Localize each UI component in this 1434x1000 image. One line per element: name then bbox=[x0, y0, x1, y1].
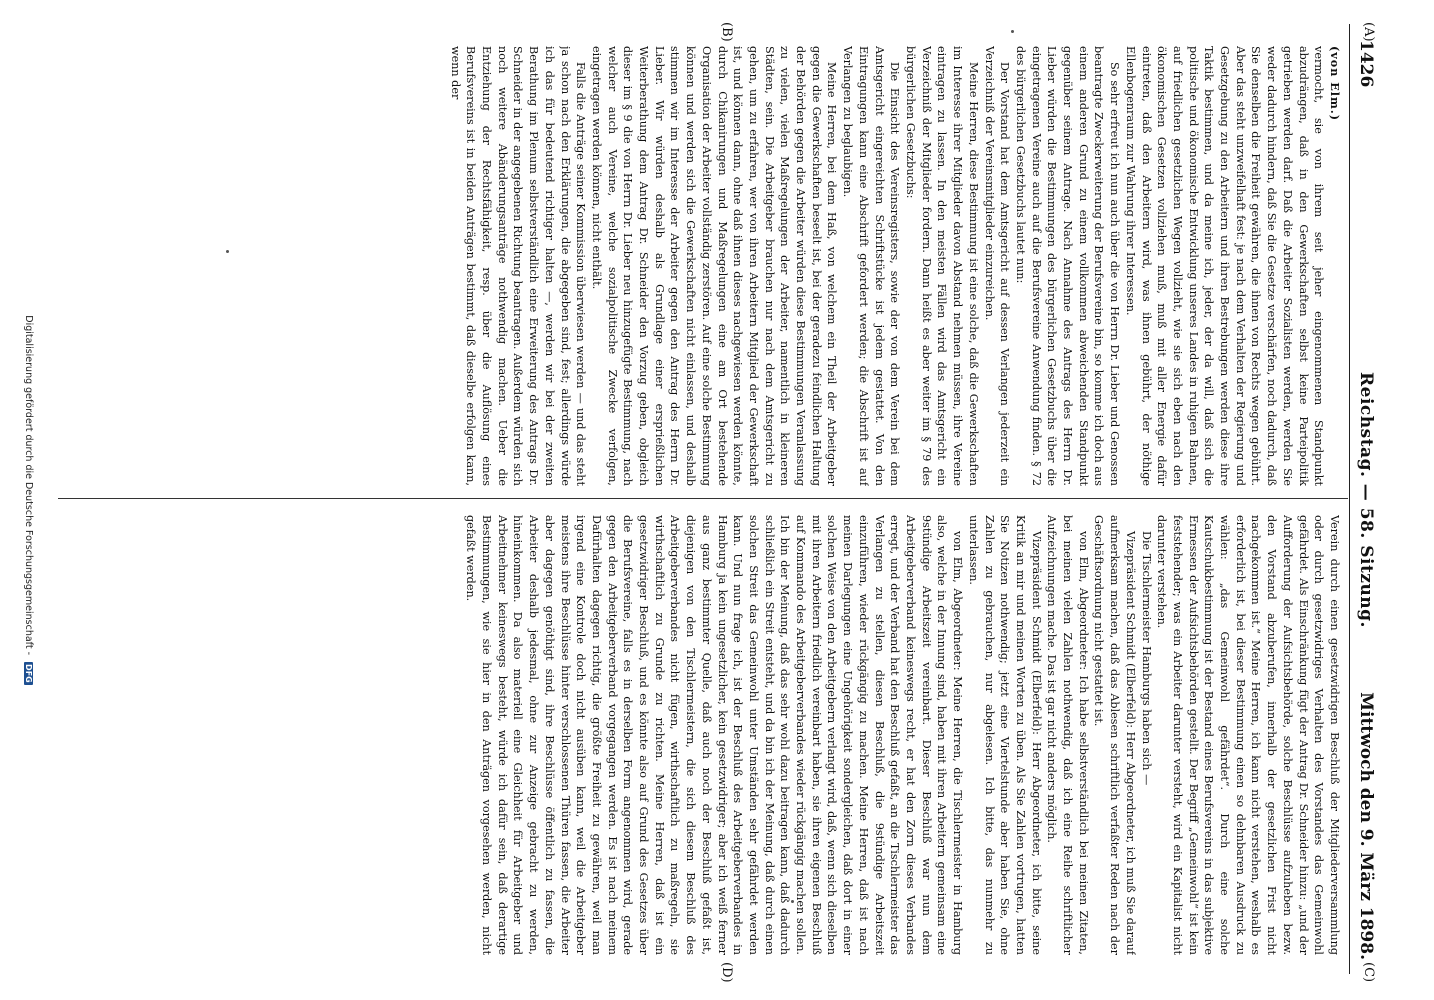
paragraph: vermocht, sie von ihrem seit jeher eingenommenen Standpunkt abzudrängen, daß in den Gewerkschaften selbst keine Parteipolitik getrieben werden darf. Daß die Arbeiter Sozialisten werden, werden Sie weder dadurch hindern, daß Sie die Gesetze verschärfen, noch dadurch, daß Sie denselben die Freiheit gewähren, die ihnen von Rechts wegen gebührt. Aber das steht unzweifelhaft fest: je nach dem Verhalten der Regierung und Gesetzgebung zu den Arbeitern und ihren Bestrebungen werden diese ihre Taktik bestimmen, und da meine ich, jeder, der da will, daß sich die politische und ökonomische Entwicklung unseres Landes in ruhigen Bahnen, auf friedlichen gesetzlichen Wegen vollzieht, wie sie sich eben nach den ökonomischen Gesetzen vollziehen muß, muß mit aller Energie dafür eintreten, daß den Arbeitern wird, was ihnen gebührt, der nöthige Ellenbogenraum zur Wahrung ihrer Interessen. bbox=[1123, 46, 1326, 486]
paragraph: Die Tischlermeister Hamburgs haben sich — bbox=[1139, 531, 1153, 786]
paragraph: Falls die Anträge seiner Kommission überwiesen werden — und das steht ja schon nach den Erklärungen, die abgegeben sind, fest; allerdings würde ich das für bedeutend richtiger halten —, werden wir bei der zweiten Berathung im Plenum selbstverständlich eine Erweiterung des Antrags Dr. Schneider in der angegebenen Richtung beantragen. Außerdem würden sich noch weitere Abänderungsanträge nothwendig machen. Ueber die Entziehung der Rechtsfähigkeit, resp. über die Auflösung eines Berufsvereins ist in beiden Anträgen bestimmt, daß dieselbe erfolgen kann, wenn der bbox=[448, 46, 588, 486]
right-column bbox=[52, 515, 1342, 955]
quoted-paragraph: Die Einsicht des Vereinsregisters, sowie der von dem Verein bei dem Amtsgericht eingereichten Schriftstücke ist jedem gestattet. Von den Eintragungen kann eine Abschrift gefordert werden; die Abschrift ist auf Verlangen zu beglaubigen. bbox=[841, 46, 902, 486]
scan-speck bbox=[226, 250, 229, 253]
session-date: Mittwoch den 9. März 1898. bbox=[1356, 692, 1376, 960]
margin-letter-a: (A) bbox=[1361, 22, 1376, 42]
paragraph: Verein durch einen gesetzwidrigen Beschluß der Mitgliederversammlung oder durch gesetzwidriges Verhalten des Vorstandes das Gemeinwohl gefährdet. Als Einschränkung fügt der Antrag Dr. Schneider hinzu: „und der Aufforderung der Aufsichtsbehörde, solche Beschlüsse aufzuheben bezw. den Vorstand abzuberufen, innerhalb der gesetzlichen Frist nicht nachgekommen ist.“ Meine Herren, ich kann nicht verstehen, weshalb es erforderlich ist, bei dieser Bestimmung einen so dehnbaren Ausdruck zu wählen: „das Gemeinwohl gefährdet“. Durch eine solche Kautschukbestimmung ist der Bestand eines Berufsvereins in das subjektive Ermessen der Aufsichtsbehörden gestellt. Der Begriff „Gemeinwohl“ ist kein feststehender; was ein Arbeiter darunter versteht, wird ein Kapitalist nicht darunter verstehen. bbox=[1155, 515, 1341, 955]
scan-speck bbox=[791, 900, 794, 903]
digitization-credit bbox=[23, 0, 34, 1000]
quoted-paragraph: Der Vorstand hat dem Amtsgericht auf dessen Verlangen jederzeit ein Verzeichniß der Vereinsmitglieder einzureichen. bbox=[982, 46, 1012, 486]
header-rule bbox=[1349, 24, 1350, 974]
margin-letter-b: (B) bbox=[719, 22, 734, 42]
paragraph: Meine Herren, diese Bestimmung ist eine solche, daß die Gewerkschaften im Interesse ihrer Mitglieder davon Abstand nehmen müssen, ihre Vereine eintragen zu lassen. In den meisten Fällen wird das Amtsgericht ein Verzeichniß der Mitglieder fordern. Dann heißt es aber weiter im § 79 des bürgerlichen Gesetzbuchs: bbox=[904, 46, 980, 486]
left-column bbox=[52, 46, 1342, 486]
margin-letter-d: (D) bbox=[719, 962, 734, 983]
speaker-remark: von Elm, Abgeordneter: Ich habe selbstverständlich bei meinen Zitaten, bei meinen vielen Zahlen nothwendig, daß ich eine Reihe schriftlicher Aufzeichnungen mache. Das ist gar nicht anders möglich. bbox=[1045, 515, 1090, 955]
dfg-logo: DFG bbox=[24, 664, 33, 683]
page-header bbox=[1352, 40, 1378, 960]
credit-text: Digitalisierung gefördert durch die Deutsche Forschungsgemeinschaft - bbox=[23, 315, 34, 656]
president-remark: Vizepräsident Schmidt (Elberfeld): Herr Abgeordneter, ich muß Sie darauf aufmerksam machen, daß das Ablesen schriftlich verfaßter Reden nach der Geschäftsordnung nicht gestattet ist. bbox=[1092, 515, 1137, 955]
column-divider bbox=[58, 498, 1348, 499]
margin-letter-c: (C) bbox=[1361, 962, 1376, 983]
paragraph: So sehr erfreut ich nun auch über die von Herrn Dr. Lieber und Genossen beantragte Zweckerweiterung der Berufsvereine bin, so komme ich doch aus einem anderen Grund zu einem vollkommen abweichenden Standpunkt gegenüber seinem Antrage. Nach Annahme des Antrags des Herrn Dr. Lieber würden die Bestimmungen des bürgerlichen Gesetzbuchs über die eingetragenen Vereine auch auf die Berufsvereine Anwendung finden. § 72 des bürgerlichen Gesetzbuchs lautet nun: bbox=[1013, 46, 1122, 486]
page-number: 1426 bbox=[1356, 40, 1376, 88]
speaker-label: (von Elm.) bbox=[1328, 46, 1342, 122]
speaker-remark: von Elm, Abgeordneter: Meine Herren, die Tischlermeister in Hamburg also, welche in der Innung sind, haben mit ihren Arbeitern gemeinsam eine 9stündige Arbeitszeit vereinbart. Dieser Beschluß war nun dem Arbeitgeberverband keineswegs recht, er hat den Zorn dieses Verbandes erregt, und der Verband hat den Beschluß gefaßt, an die Tischlermeister das Verlangen zu stellen, diesen Beschluß, die 9stündige Arbeitszeit einzuführen, wieder rückgängig zu machen. Meine Herren, daß ist nach meinen Darlegungen eine Ungehörigkeit sondergleichen, daß dort in einer solchen Weise von den Arbeitgebern verlangt wird, daß, wenn sich dieselben mit ihren Arbeitern friedlich vereinbart haben, sie ihren eigenen Beschluß auf Kommando des Arbeitgeberverbandes wieder rückgängig machen sollen. Ich bin der Meinung, daß das sehr wohl dazu beitragen kann, daß dadurch schließlich ein Streit entsteht, und da bin ich der Meinung, daß durch einen solchen Streit das Gemeinwohl unter Umständen sehr gefährdet werden kann. Und nun frage ich, ist der Beschluß des Arbeitgeberverbandes in Hamburg ja kein ungesetzlicher, kein gesetzwidriger; aber ich weiß ferner aus ganz bestimmter Quelle, daß auch noch der Beschluß gefaßt ist, diejenigen von den Tischlermeistern, die sich diesem Beschluß des Arbeitgeberverbandes nicht fügen, wirthschaftlich zu maßregeln, sie wirthschaftlich zu Grunde zu richten. Meine Herren, daß ist ein gesetzwidriger Beschluß, und es könnte also auf Grund des Gesetzes über die Berufsvereine, falls es in derselben Form angenommen wird, gerade gegen den Arbeitgeberverband vorgegangen werden. Es ist nach meinem Dafürhalten dagegen richtig, die größte Freiheit zu gewähren, weil man irgend eine Kontrole doch nicht ausüben kann, weil die Arbeitgeber meistens ihre Beschlüsse hinter verschlossenen Thüren fassen, die Arbeiter aber dagegen genöthigt sind, ihre Beschlüsse öffentlich zu fassen, die Arbeiter deshalb jedesmal, ohne zur Anzeige gebracht zu werden, hineinkommen. Da also materiell eine Gleichheit für Arbeitgeber und Arbeitnehmer keineswegs besteht, würde ich dafür sein, daß derartige Bestimmungen, wie sie hier in den Anträgen vorgesehen werden, nicht gefaßt werden. bbox=[464, 515, 965, 955]
president-remark: Vizepräsident Schmidt (Elberfeld): Herr Abgeordneter, ich bitte, seine Kritik an mir und meinen Worten zu üben. Als Sie Zahlen vortrugen, hatten Sie Notizen nothwendig; jetzt eine Viertelstunde aber haben Sie, ohne Zahlen zu gebrauchen, nur abgelesen. Ich bitte, das nunmehr zu unterlassen. bbox=[966, 515, 1043, 955]
paragraph: Meine Herren, bei dem Haß, von welchem ein Theil der Arbeitgeber gegen die Gewerkschaften beseelt ist, bei der geradezu feindlichen Haltung der Behörden gegen die Arbeiter würden diese Bestimmungen Veranlassung zu vielen, vielen Maßregelungen der Arbeiter, namentlich in kleineren Städten, sein. Die Arbeitgeber brauchen nur nach dem Amtsgericht zu gehen, um zu erfahren, wer von ihren Arbeitern Mitglied der Gewerkschaft ist, und können dann, ohne daß ihnen dieses nachgewiesen werden könnte, durch Chikanirungen und Maßregelungen eine am Ort bestehende Organisation der Arbeiter vollständig zerstören. Auf eine solche Bestimmung können und werden sich die Gewerkschaften nicht einlassen, und deshalb stimmen wir im Interesse der Arbeiter gegen den Antrag des Herrn Dr. Lieber. Wir würden deshalb als Grundlage einer ersprießlichen Weiterberathung dem Antrag Dr. Schneider den Vorzug geben, obgleich dieser im § 9 die von Herrn Dr. Lieber neu hinzugefügte Bestimmung, nach welcher auch Vereine, welche sozialpolitische Zwecke verfolgen, eingetragen werden können, nicht enthält. bbox=[589, 46, 839, 486]
scan-speck bbox=[1011, 30, 1014, 33]
page-title: Reichstag. — 58. Sitzung. bbox=[1356, 372, 1376, 628]
